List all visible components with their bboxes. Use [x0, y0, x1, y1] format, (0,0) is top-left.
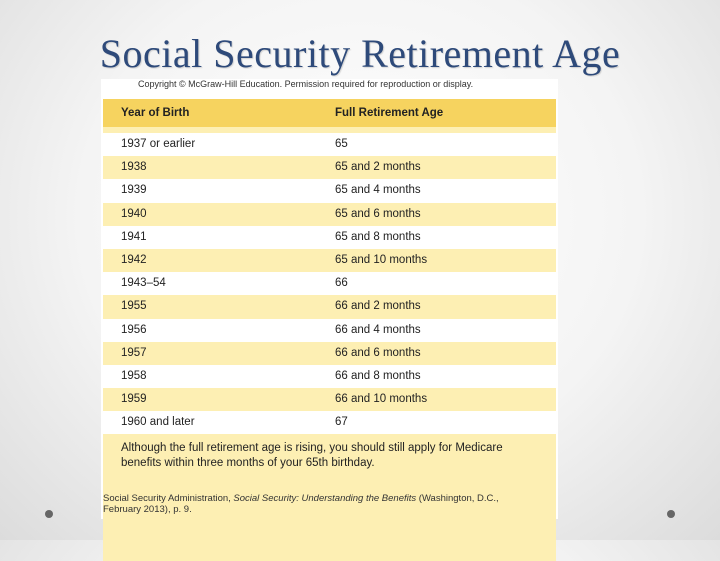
retirement-age-figure	[101, 79, 558, 519]
cell-year: 1958	[121, 369, 147, 382]
source-title: Social Security: Understanding the Benefits	[233, 493, 417, 504]
table-row	[103, 342, 556, 365]
cell-age: 66	[335, 277, 348, 290]
source-prefix: Social Security Administration,	[103, 493, 234, 504]
table-row	[103, 272, 556, 295]
table-header	[103, 99, 556, 127]
table-row	[103, 203, 556, 226]
table-row	[103, 249, 556, 272]
cell-age: 66 and 8 months	[335, 369, 421, 382]
cell-age: 65 and 6 months	[335, 207, 421, 220]
cell-year: 1939	[121, 184, 147, 197]
cell-year: 1957	[121, 346, 147, 359]
retirement-age-table	[103, 99, 556, 561]
copyright-notice: Copyright © McGraw-Hill Education. Permission required for reproduction or display.	[138, 79, 474, 89]
table-row	[103, 388, 556, 411]
cell-age: 65 and 10 months	[335, 253, 428, 266]
cell-age: 66 and 10 months	[335, 393, 428, 406]
cell-age: 65 and 2 months	[335, 161, 421, 174]
cell-age: 67	[335, 416, 348, 429]
cell-year: 1955	[121, 300, 147, 313]
table-row	[103, 156, 556, 179]
cell-age: 66 and 2 months	[335, 300, 421, 313]
slide-title: Social Security Retirement Age	[99, 31, 621, 76]
cell-age: 65 and 8 months	[335, 230, 421, 243]
cell-year: 1956	[121, 323, 147, 336]
header-full-retirement-age: Full Retirement Age	[335, 107, 444, 119]
table-row	[103, 411, 556, 434]
cell-year: 1959	[121, 393, 147, 406]
medicare-note: Although the full retirement age is rising, you should still apply for Medicare benefits within three months of your 65th birthday.	[121, 442, 503, 469]
cell-age: 66 and 4 months	[335, 323, 421, 336]
cell-age: 66 and 6 months	[335, 346, 421, 359]
cell-age: 65 and 4 months	[335, 184, 421, 197]
table-body	[103, 133, 556, 434]
source-suffix: (Washington, D.C., February 2013), p. 9.	[103, 493, 499, 515]
table-row	[103, 226, 556, 249]
cell-age: 65	[335, 138, 348, 150]
cell-year: 1940	[121, 207, 147, 220]
right-bullet-dot	[667, 510, 675, 518]
table-row	[103, 295, 556, 318]
table-row	[103, 133, 556, 156]
cell-year: 1942	[121, 253, 147, 266]
header-year-of-birth: Year of Birth	[121, 107, 190, 119]
source-citation	[103, 493, 523, 515]
table-row	[103, 179, 556, 202]
cell-year: 1938	[121, 161, 147, 174]
cell-year: 1941	[121, 230, 147, 243]
cell-year: 1943–54	[121, 277, 166, 290]
table-row	[103, 319, 556, 342]
cell-year: 1960 and later	[121, 416, 195, 429]
table-row	[103, 365, 556, 388]
left-bullet-dot	[45, 510, 53, 518]
cell-year: 1937 or earlier	[121, 138, 196, 150]
